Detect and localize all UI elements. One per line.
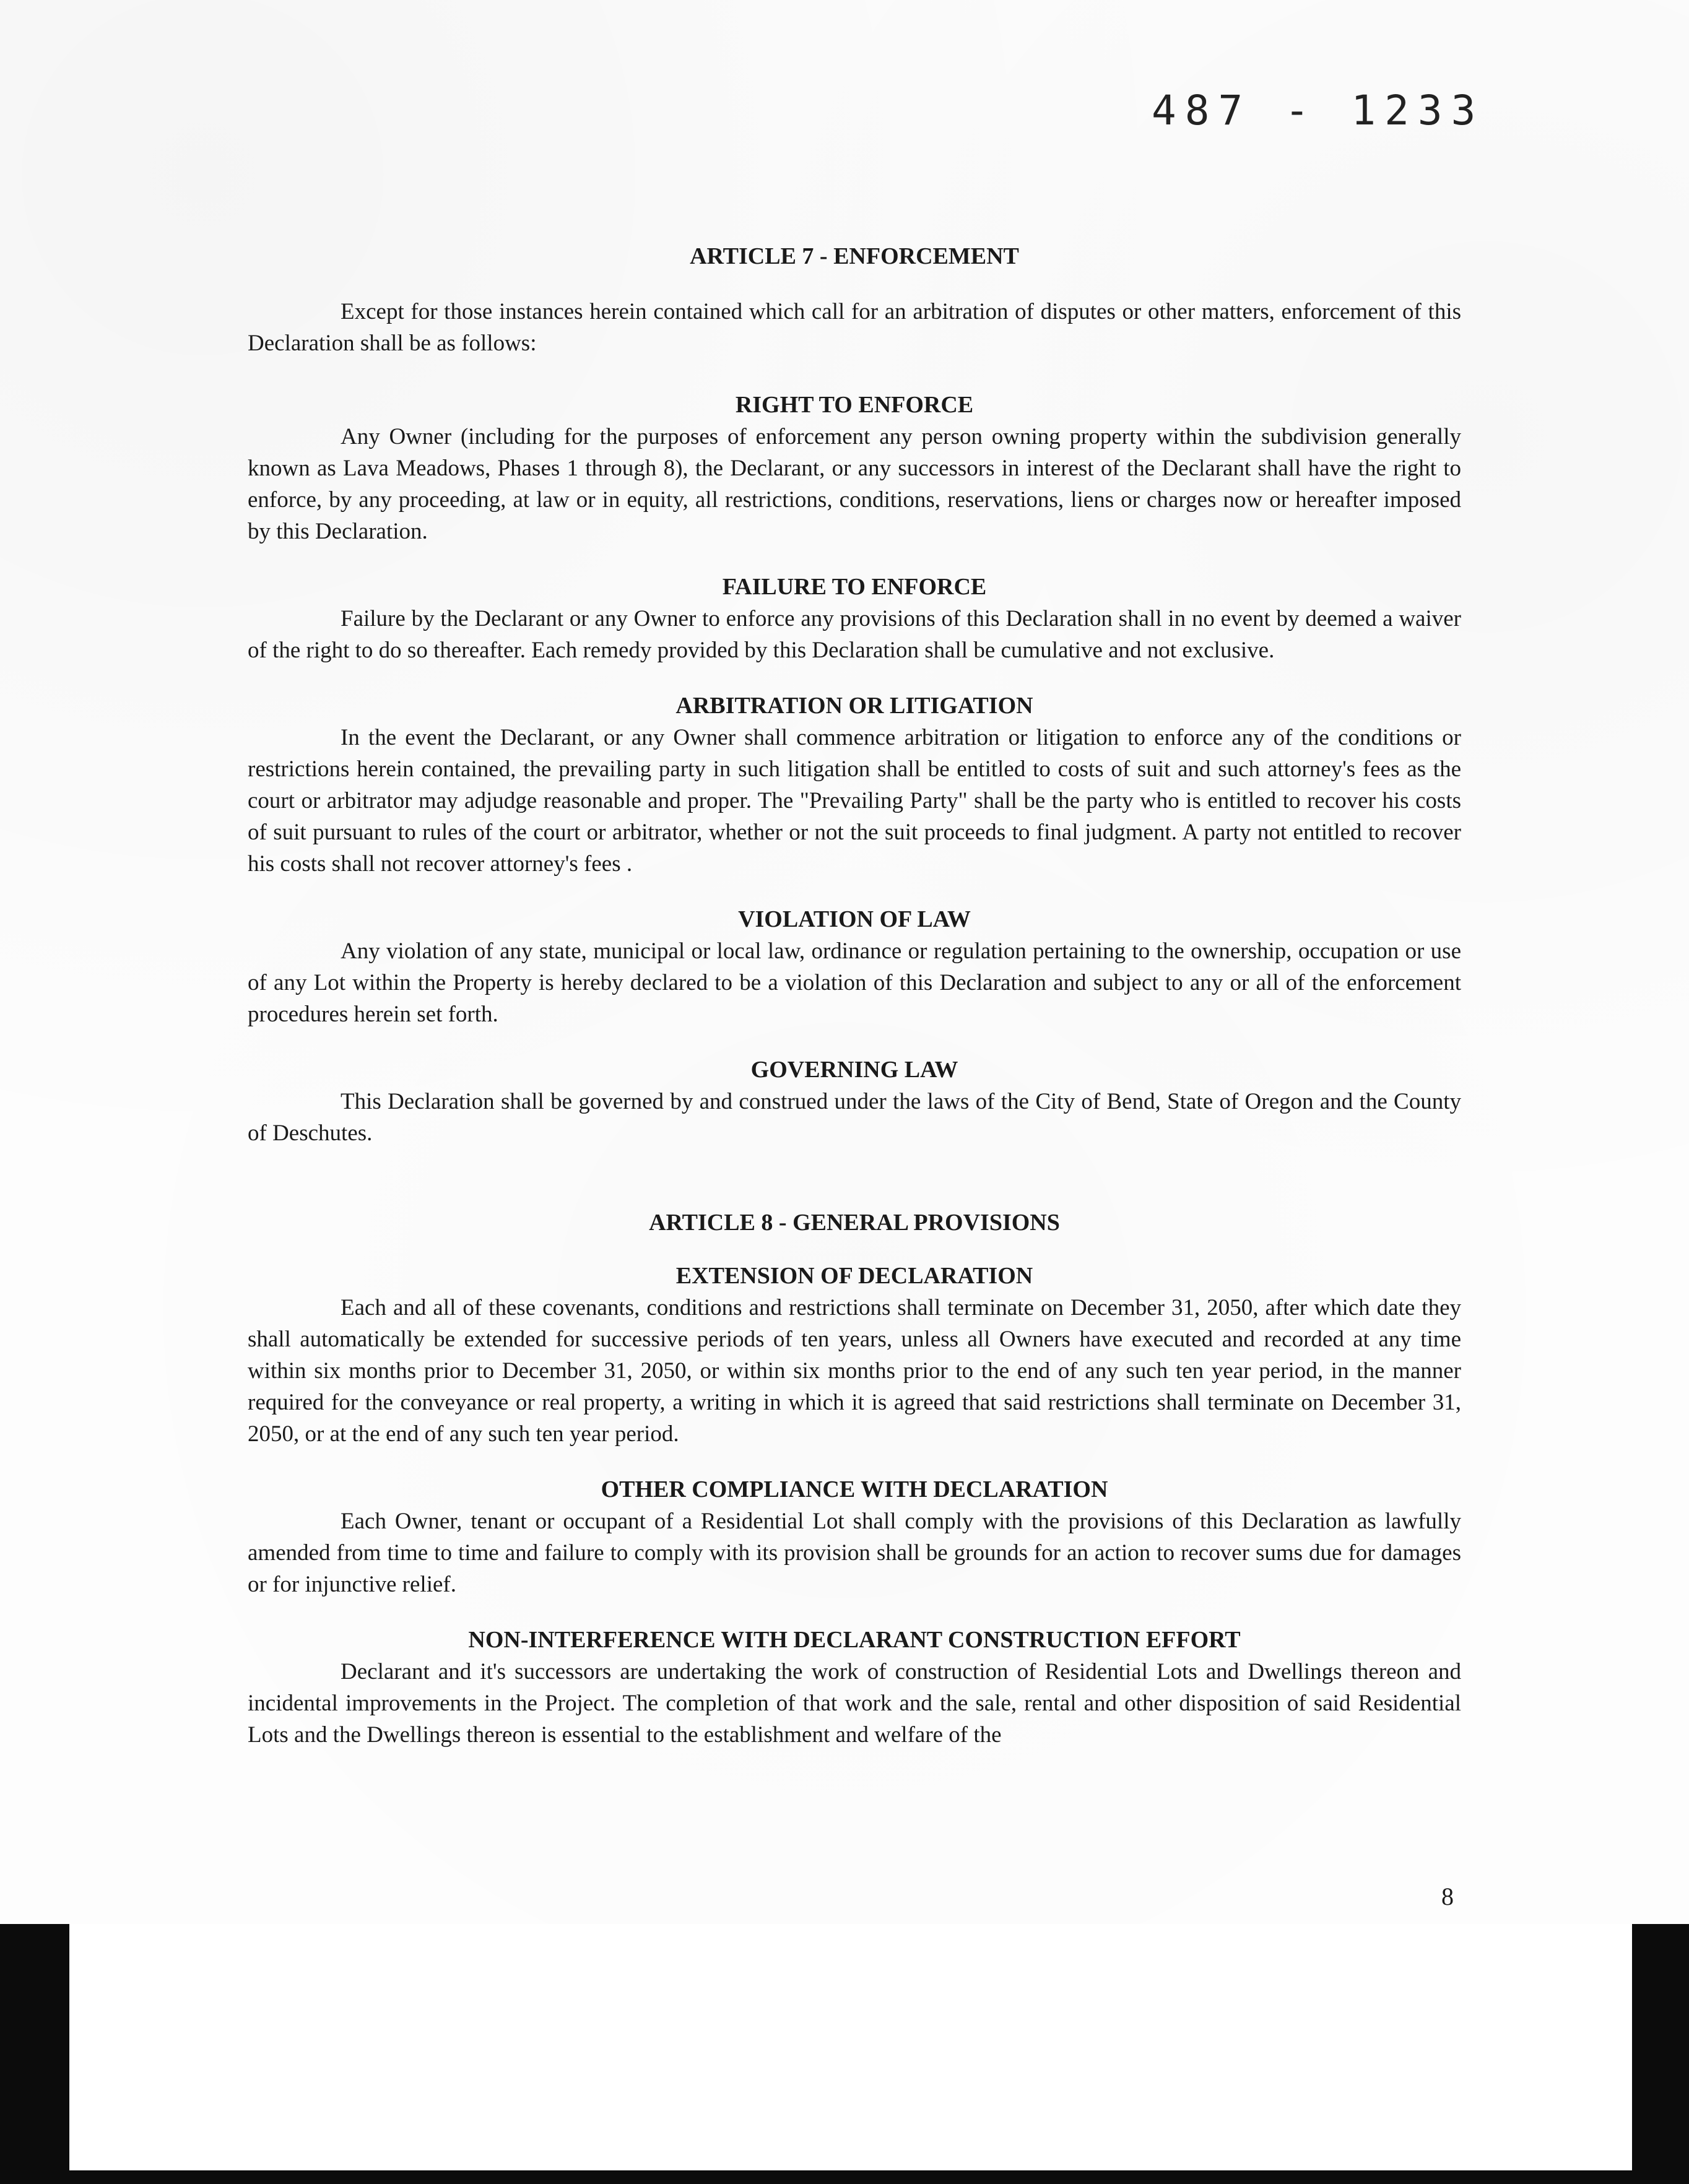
recording-stamp: 487 - 1233: [1152, 87, 1485, 134]
section-heading: GOVERNING LAW: [750, 1057, 958, 1083]
section-other-compliance: [248, 1473, 1461, 1600]
section-text: In the event the Declarant, or any Owner shall commence arbitration or litigation to enforce any of the conditions or restrictions herein contained, the prevailing party in such litigation shall be entitled to costs of suit and such attorney's fees as the court or arbitrator may adjudge reasonable and proper. The "Prevailing Party" shall be the party who is entitled to recover his costs of suit pursuant to rules of the court or arbitrator, whether or not the suit proceeds to final judgment. A party not entitled to recover his costs shall not recover attorney's fees .: [248, 725, 1461, 877]
section-non-interference: [248, 1624, 1461, 1751]
scan-edge-left: [0, 1924, 69, 2184]
section-failure-to-enforce: [248, 571, 1461, 666]
section-text: Any violation of any state, municipal or local law, ordinance or regulation pertaining to the ownership, occupation or use of any Lot within the Property is hereby declared to be a violation of this Declaration and subject to any or all of the enforcement procedures herein set forth.: [248, 938, 1461, 1027]
section-heading: NON-INTERFERENCE WITH DECLARANT CONSTRUCTION EFFORT: [468, 1627, 1241, 1653]
document-body: [248, 241, 1461, 1751]
section-violation-of-law: [248, 903, 1461, 1030]
section-arbitration-or-litigation: [248, 690, 1461, 880]
scan-edge-bottom: [0, 2170, 1689, 2184]
section-heading: VIOLATION OF LAW: [738, 906, 971, 932]
section-heading: OTHER COMPLIANCE WITH DECLARATION: [601, 1476, 1108, 1502]
section-text: Failure by the Declarant or any Owner to enforce any provisions of this Declaration shall in no event by deemed a waiver of the right to do so thereafter. Each remedy provided by this Declaration shall be cumulative and not exclusive.: [248, 606, 1461, 663]
section-heading: RIGHT TO ENFORCE: [735, 392, 974, 418]
section-heading: FAILURE TO ENFORCE: [722, 574, 987, 600]
scan-footer-border: [0, 1924, 1689, 2184]
page-number: 8: [1441, 1883, 1454, 1910]
section-heading: EXTENSION OF DECLARATION: [675, 1263, 1033, 1289]
section-text: Each and all of these covenants, conditions and restrictions shall terminate on December 31, 2050, after which date they shall automatically be extended for successive periods of ten years, unless all Owners have executed and recorded at any time within six months prior to December 31, 2050, or within six months prior to the end of any such ten year period, in the manner required for the conveyance or real property, a writing in which it is agreed that said restrictions shall terminate on December 31, 2050, or at the end of any such ten year period.: [248, 1295, 1461, 1447]
section-text: Any Owner (including for the purposes of enforcement any person owning property within the subdivision generally known as Lava Meadows, Phases 1 through 8), the Declarant, or any successors in interest of the Declarant shall have the right to enforce, by any proceeding, at law or in equity, all restrictions, conditions, reservations, liens or charges now or hereafter imposed by this Declaration.: [248, 424, 1461, 544]
section-governing-law: [248, 1054, 1461, 1149]
article-8-title: ARTICLE 8 - GENERAL PROVISIONS: [649, 1210, 1060, 1236]
article-7-intro: Except for those instances herein contained which call for an arbitration of disputes or other matters, enforcement of this Declaration shall be as follows:: [248, 299, 1461, 356]
section-extension-of-declaration: [248, 1260, 1461, 1450]
section-right-to-enforce: [248, 389, 1461, 547]
section-text: This Declaration shall be governed by and construed under the laws of the City of Bend, State of Oregon and the County of Deschutes.: [248, 1089, 1461, 1146]
article-7-title: ARTICLE 7 - ENFORCEMENT: [690, 243, 1019, 269]
section-heading: ARBITRATION OR LITIGATION: [675, 693, 1033, 719]
section-text: Declarant and it's successors are undertaking the work of construction of Residential Lots and Dwellings thereon and incidental improvements in the Project. The completion of that work and the sale, rental and other disposition of said Residential Lots and the Dwellings thereon is essential to the establishment and welfare of the: [248, 1659, 1461, 1748]
scan-edge-right: [1632, 1924, 1689, 2184]
section-text: Each Owner, tenant or occupant of a Residential Lot shall comply with the provisions of this Declaration as lawfully amended from time to time and failure to comply with its provision shall be grounds for an action to recover sums due for damages or for injunctive relief.: [248, 1509, 1461, 1597]
